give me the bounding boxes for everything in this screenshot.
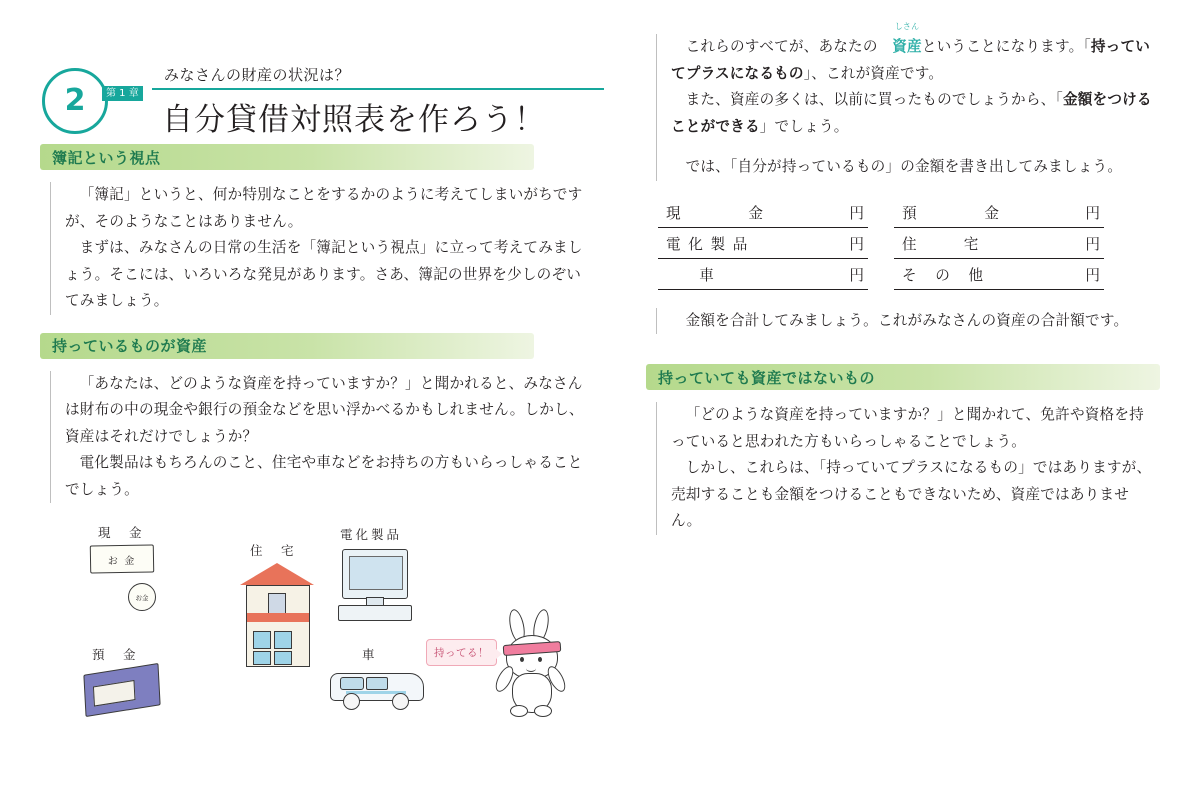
amount-label: 電 化 製 品 bbox=[666, 236, 750, 253]
section-heading-label: 簿記という視点 bbox=[52, 150, 161, 167]
right-column bbox=[620, 0, 1200, 800]
section-heading-assets bbox=[40, 333, 534, 359]
amount-unit: 円 bbox=[1085, 267, 1100, 284]
amount-column-left bbox=[658, 197, 868, 290]
illus-label-appliance: 電化製品 bbox=[340, 528, 403, 543]
amount-label: 現 金 bbox=[666, 205, 769, 222]
kicker-text: みなさんの財産の状況は？ bbox=[164, 68, 351, 84]
assets-illustration bbox=[54, 521, 574, 741]
paragraph bbox=[671, 87, 1154, 140]
car-icon bbox=[330, 667, 422, 707]
amount-row[interactable] bbox=[658, 228, 868, 259]
section-body-bookkeeping bbox=[50, 182, 586, 315]
after-table-block bbox=[656, 308, 1154, 335]
para2-b: 」でしょう。 bbox=[759, 118, 849, 135]
illus-label-house: 住 宅 bbox=[250, 544, 297, 559]
illus-label-cash: 現 金 bbox=[98, 526, 145, 541]
paragraph: まずは、みなさんの日常の生活を「簿記という視点」に立って考えてみましょう。そこには、いろいろな発見があります。さあ、簿記の世界を少しのぞいてみましょう。 bbox=[65, 240, 583, 310]
speech-bubble: 持ってる！ bbox=[426, 639, 497, 666]
amount-label: 預 金 bbox=[902, 205, 1005, 222]
section-heading-label: 持っていても資産ではないもの bbox=[658, 370, 876, 387]
amount-label: 住 宅 bbox=[902, 236, 985, 253]
amount-unit: 円 bbox=[1085, 236, 1100, 253]
chapter-number: 2 bbox=[42, 68, 108, 134]
amount-row[interactable] bbox=[658, 259, 868, 290]
amount-unit: 円 bbox=[849, 267, 864, 284]
bold-phrase: 金額をつけることができる bbox=[671, 92, 1152, 135]
coin-icon: お金 bbox=[128, 583, 156, 611]
rabbit-mascot-icon bbox=[490, 613, 572, 723]
amount-row[interactable] bbox=[894, 259, 1104, 290]
amount-column-right bbox=[894, 197, 1104, 290]
paragraph: 金額を合計してみましょう。これがみなさんの資産の合計額です。 bbox=[685, 312, 1129, 329]
paragraph-with-ruby bbox=[671, 22, 1154, 87]
bold-phrase: 持っていてプラスになるもの bbox=[671, 39, 1151, 82]
bankbook-icon bbox=[83, 663, 160, 717]
paragraph: 「あなたは、どのような資産を持っていますか？」と聞かれると、みなさんは財布の中の現金や銀行の預金などを思い浮かべるかもしれません。しかし、資産はそれだけでしょうか？ bbox=[65, 375, 584, 445]
cash-bill-icon: お 金 bbox=[90, 545, 154, 574]
amount-row[interactable] bbox=[894, 228, 1104, 259]
section-body-assets bbox=[50, 371, 586, 504]
keyboard-icon bbox=[338, 605, 412, 621]
paragraph: しかし、これらは、「持っていてプラスになるもの」ではありますが、売却することも金額をつけることもできないため、資産ではありません。 bbox=[671, 460, 1152, 530]
paragraph: 「簿記」というと、何か特別なことをするかのように考えてしまいがちですが、そのようなことはありません。 bbox=[65, 187, 583, 230]
amount-unit: 円 bbox=[849, 205, 864, 222]
paragraph: 「どのような資産を持っていますか？」と聞かれて、免許や資格を持っていると思われた方もいらっしゃることでしょう。 bbox=[671, 407, 1144, 450]
amount-row[interactable] bbox=[894, 197, 1104, 228]
illus-label-car: 車 bbox=[362, 648, 378, 663]
section-heading-label: 持っているものが資産 bbox=[52, 339, 208, 356]
ruby-base: 資産 bbox=[892, 39, 922, 55]
page-title: 自分貸借対照表を作ろう！ bbox=[162, 102, 546, 137]
intro-text-b: ということになります。「持っていてプラスになるもの」、これが資産です。 bbox=[671, 39, 1151, 82]
intro-text-a: これらのすべてが、あなたの bbox=[685, 39, 878, 55]
right-intro-block bbox=[656, 22, 1154, 181]
ruby-reading: しさん bbox=[894, 22, 920, 31]
amount-row[interactable] bbox=[658, 197, 868, 228]
chapter-tag: 第 1 章 bbox=[102, 86, 143, 101]
chapter-header bbox=[34, 30, 586, 137]
header-rule bbox=[152, 88, 604, 90]
section-heading-not-assets bbox=[646, 364, 1160, 390]
computer-icon bbox=[342, 549, 408, 599]
house-icon bbox=[240, 563, 314, 675]
amount-unit: 円 bbox=[849, 236, 864, 253]
paragraph: 電化製品はもちろんのこと、住宅や車などをお持ちの方もいらっしゃることでしょう。 bbox=[65, 455, 583, 498]
para2-a: また、資産の多くは、以前に買ったものでしょうから、「 bbox=[685, 92, 1063, 109]
amount-unit: 円 bbox=[1085, 205, 1100, 222]
asset-amount-table bbox=[658, 197, 1154, 290]
illus-label-deposit: 預 金 bbox=[92, 648, 139, 663]
ruby-asset bbox=[878, 22, 922, 61]
paragraph: では、「自分が持っているもの」の金額を書き出してみましょう。 bbox=[685, 159, 1123, 176]
amount-label: 車 bbox=[666, 267, 749, 284]
amount-label: そ の 他 bbox=[902, 267, 985, 284]
section-heading-bookkeeping bbox=[40, 144, 534, 170]
section-body-not-assets bbox=[656, 402, 1154, 535]
